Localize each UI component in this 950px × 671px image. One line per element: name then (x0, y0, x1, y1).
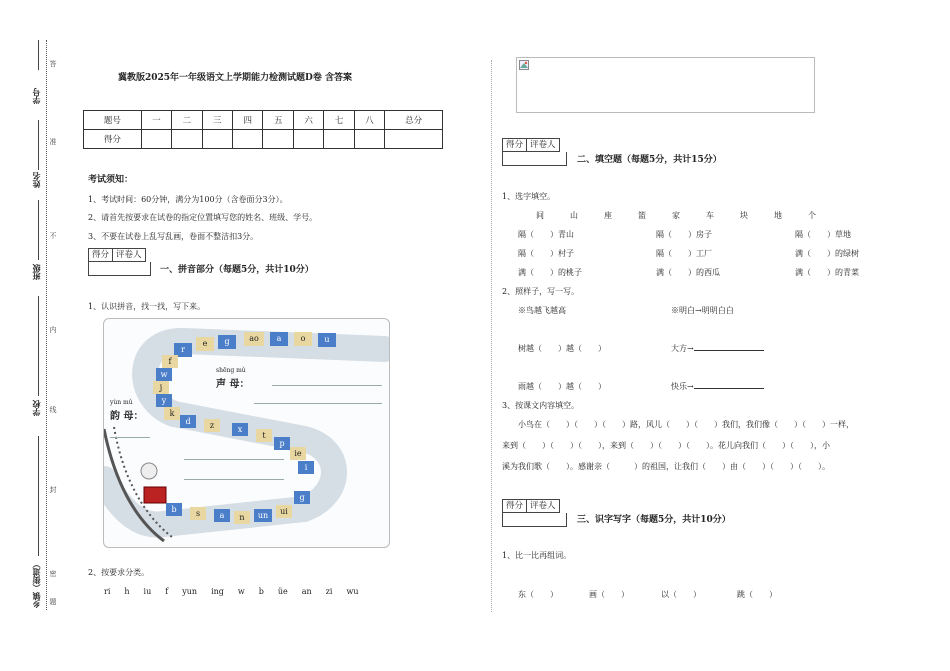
pinyin-block: s (190, 507, 206, 520)
word-item: 画（ ） (589, 590, 629, 599)
pinyin-item: üe (277, 587, 288, 596)
page-title: 冀教版2025年一年级语文上学期能力检测试题D卷 含答案 (118, 73, 352, 83)
table-cell: 五 (263, 111, 293, 130)
notice-heading: 考试须知： (88, 175, 134, 185)
section2-title: 二、填空题（每题5分，共计15分） (577, 155, 722, 165)
seal-char: 封 (49, 486, 57, 493)
grader-score-label: 得分 (89, 249, 113, 261)
grader-score-label: 得分 (503, 139, 527, 151)
word-item: 以（ ） (661, 590, 701, 599)
fill-item: 隔（ ）工厂 (656, 249, 712, 258)
char-choice: 间 (536, 211, 544, 220)
fill-item: 隔（ ）草地 (795, 230, 851, 239)
pinyin-block: p (274, 437, 290, 450)
pinyin-block: ie (290, 447, 306, 460)
pinyin-item: b (258, 587, 264, 596)
score-input-cell[interactable] (263, 130, 293, 149)
grader-input[interactable] (88, 262, 151, 276)
yunmu-label: 韵 母： (110, 411, 144, 422)
fill-item: 满（ ）的西瓜 (656, 268, 720, 277)
seal-char: 密 (49, 570, 57, 577)
table-cell: 三 (202, 111, 232, 130)
seal-char: 准 (49, 138, 57, 145)
pinyin-block: ui (276, 505, 292, 518)
broken-image-icon (519, 60, 529, 70)
binding-label-school: 学校 (31, 400, 41, 416)
score-input-cell[interactable] (354, 130, 384, 149)
write-line (110, 437, 150, 438)
paragraph-line: 来到（ ）（ ）（ ），来到（ ）（ ）（ ）。花儿向我们（ ）（ ），小 (502, 441, 830, 450)
example-text: ※鸟越飞越高 (518, 306, 566, 315)
pinyin-block: d (180, 415, 196, 428)
binding-fill-line (38, 40, 40, 70)
pinyin-block: r (174, 343, 192, 357)
fill-prefix: 大方→ (671, 344, 694, 353)
seal-char: 题 (49, 598, 57, 605)
fill-prefix: 快乐→ (671, 382, 694, 391)
image-placeholder (516, 57, 815, 113)
score-input-cell[interactable] (172, 130, 202, 149)
pinyin-item: ri (104, 587, 111, 596)
pinyin-item: w (237, 587, 245, 596)
pinyin-block: i (298, 461, 314, 474)
table-cell: 总分 (385, 111, 443, 130)
fill-item: 满（ ）的绿树 (795, 249, 859, 258)
char-choice: 块 (740, 211, 748, 220)
answer-blank[interactable] (694, 388, 764, 389)
fill-item: 满（ ）的青菜 (795, 268, 859, 277)
grader-input[interactable] (502, 513, 567, 527)
question-text: 1、选字填空。 (502, 192, 556, 201)
binding-label-student-id: 学号 (31, 88, 41, 104)
write-line (272, 385, 382, 386)
fill-item: 满（ ）的桃子 (518, 268, 582, 277)
pinyin-block: y (156, 394, 172, 407)
score-input-cell[interactable] (141, 130, 171, 149)
table-row (84, 130, 443, 149)
pinyin-block: un (254, 509, 272, 522)
char-choice: 个 (808, 211, 816, 220)
char-choice: 地 (774, 211, 782, 220)
grader-box (88, 248, 146, 262)
table-cell: 七 (324, 111, 354, 130)
fill-item (671, 382, 764, 392)
fill-item: 隔（ ）房子 (656, 230, 712, 239)
paragraph-line: 小鸟在（ ）（ ）（ ）路，风儿（ ）（ ）我们，我们像（ ）（ ）一样， (518, 420, 854, 429)
table-cell: 一 (141, 111, 171, 130)
pinyin-item: zi (325, 587, 333, 596)
table-cell: 八 (354, 111, 384, 130)
grader-box (502, 138, 560, 152)
pinyin-items-row (104, 587, 358, 597)
pinyin-block: n (234, 511, 250, 524)
pinyin-block: f (162, 355, 178, 368)
yunmu-pinyin: yùn mǔ (110, 399, 133, 406)
table-cell: 题号 (84, 111, 142, 130)
fill-item: 树越（ ）越（ ） (518, 344, 606, 353)
score-input-cell[interactable] (324, 130, 354, 149)
pinyin-item: ing (211, 587, 224, 596)
table-cell: 二 (172, 111, 202, 130)
fill-item (671, 344, 764, 354)
binding-dotted-line (46, 40, 48, 610)
seal-char: 内 (49, 326, 57, 333)
char-choice: 车 (706, 211, 714, 220)
fill-item: 隔（ ）村子 (518, 249, 574, 258)
pinyin-block: a (270, 332, 288, 346)
table-row (84, 111, 443, 130)
pinyin-item: yun (182, 587, 198, 596)
binding-fill-line (38, 436, 40, 556)
pinyin-item: an (301, 587, 312, 596)
pinyin-item: iu (143, 587, 152, 596)
score-table (83, 110, 443, 149)
shengmu-label: 声 母： (216, 379, 250, 390)
question-text: 2、照样子，写一写。 (502, 287, 580, 296)
pinyin-train-image (103, 318, 390, 548)
pinyin-item: wu (346, 587, 359, 596)
binding-fill-line (38, 296, 40, 396)
pinyin-item: h (124, 587, 130, 596)
write-line (254, 403, 382, 404)
pinyin-block: e (196, 337, 214, 351)
pinyin-block: ao (244, 332, 264, 346)
pinyin-block: u (318, 333, 336, 347)
pinyin-block: a (214, 509, 230, 522)
char-choices (536, 211, 816, 221)
char-choice: 篮 (638, 211, 646, 220)
pinyin-block: o (294, 332, 312, 346)
word-item: 跳（ ） (737, 590, 777, 599)
pinyin-block: t (256, 429, 272, 442)
pinyin-block: g (294, 491, 310, 504)
question-text: 2、按要求分类。 (88, 568, 150, 577)
table-cell: 四 (233, 111, 263, 130)
char-choice: 座 (604, 211, 612, 220)
grader-input[interactable] (502, 152, 567, 166)
binding-fill-line (38, 120, 40, 170)
fill-item: 雨越（ ）越（ ） (518, 382, 606, 391)
pinyin-item: f (165, 587, 169, 596)
column-divider (491, 60, 493, 612)
score-input-cell[interactable] (385, 130, 443, 149)
grader-reviewer-label: 评卷人 (116, 250, 142, 260)
score-input-cell[interactable] (293, 130, 323, 149)
write-line (184, 479, 284, 480)
score-input-cell[interactable] (202, 130, 232, 149)
score-input-cell[interactable] (233, 130, 263, 149)
fill-item: 隔（ ）青山 (518, 230, 574, 239)
pinyin-block: w (156, 368, 172, 381)
pinyin-block: k (164, 407, 180, 420)
section3-title: 三、识字写字（每题5分，共计10分） (577, 515, 731, 525)
question-text: 1、比一比再组词。 (502, 551, 572, 560)
seal-char: 答 (49, 60, 57, 67)
binding-label-name: 姓名 (31, 172, 41, 188)
paragraph-line: 溪为我们歌（ ）。感谢亲（ ）的祖国，让我们（ ）由（ ）（ ）（ ）。 (502, 462, 830, 471)
answer-blank[interactable] (694, 350, 764, 351)
section1-title: 一、拼音部分（每题5分，共计10分） (160, 265, 314, 275)
grader-reviewer-label: 评卷人 (530, 501, 556, 511)
notice-item: 3、不要在试卷上乱写乱画，卷面不整洁扣3分。 (88, 232, 259, 241)
table-cell: 六 (293, 111, 323, 130)
seal-char: 不 (49, 232, 57, 239)
shengmu-pinyin: shēng mǔ (216, 367, 246, 374)
pinyin-block: g (218, 335, 236, 349)
binding-label-township: 乡镇（街道） (31, 560, 41, 608)
seal-char: 线 (49, 406, 57, 413)
binding-fill-line (38, 200, 40, 260)
question-text: 1、认识拼音，找一找，写下来。 (88, 302, 206, 311)
write-line (184, 459, 284, 460)
pinyin-block: b (166, 503, 182, 516)
question-text: 3、按课文内容填空。 (502, 401, 580, 410)
grader-score-label: 得分 (503, 500, 527, 512)
binding-label-class: 班级 (31, 264, 41, 280)
table-cell: 得分 (84, 130, 142, 149)
notice-item: 2、请首先按要求在试卷的指定位置填写您的姓名、班级、学号。 (88, 213, 318, 222)
char-choice: 家 (672, 211, 680, 220)
example-text: ※明白→明明白白 (671, 306, 734, 315)
notice-item: 1、考试时间：60分钟，满分为100分（含卷面分3分）。 (88, 195, 288, 204)
grader-reviewer-label: 评卷人 (530, 140, 556, 150)
grader-box (502, 499, 560, 513)
pinyin-block: x (232, 423, 248, 436)
pinyin-block: z (204, 419, 220, 432)
pinyin-block: j (153, 381, 169, 394)
word-item: 东（ ） (518, 590, 558, 599)
char-choice: 山 (570, 211, 578, 220)
